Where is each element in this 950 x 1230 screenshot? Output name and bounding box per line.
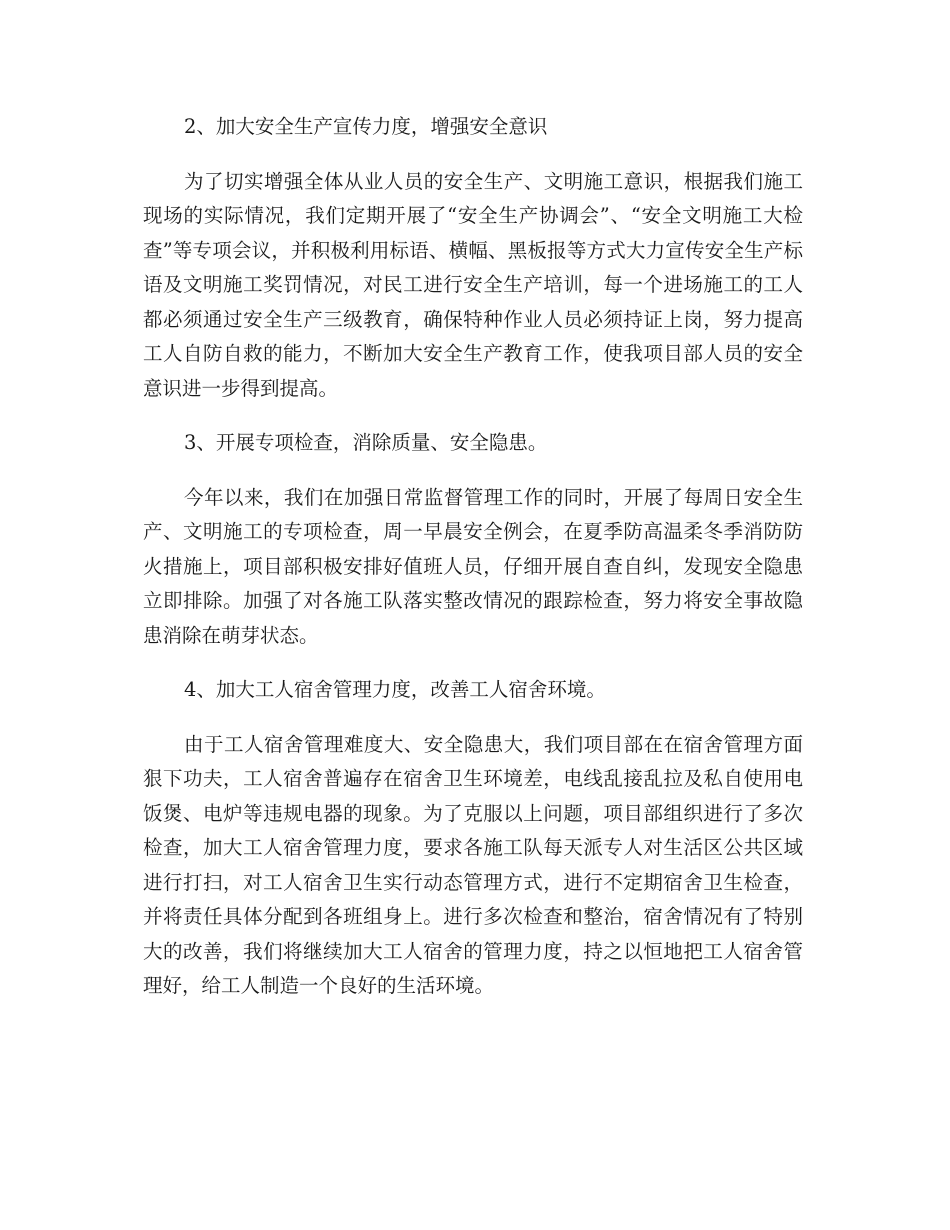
- section-body-2: 为了切实增强全体从业人员的安全生产、文明施工意识，根据我们施工现场的实际情况，我们定期开展了“安全生产协调会”、“安全文明施工大检查”等专项会议，并积极利用标语、横幅、黑板报等方式大力宣传安全生产标语及文明施工奖罚情况，对民工进行安全生产培训，每一个进场施工的工人都必须通过安全生产三级教育，确保特种作业人员必须持证上岗，努力提高工人自防自救的能力，不断加大安全生产教育工作，使我项目部人员的安全意识进一步得到提高。: [143, 169, 803, 400]
- section-body-4: 由于工人宿舍管理难度大、安全隐患大，我们项目部在在宿舍管理方面狠下功夫，工人宿舍普遍存在宿舍卫生环境差，电线乱接乱拉及私自使用电饭煲、电炉等违规电器的现象。为了克服以上问题，项目部组织进行了多次检查，加大工人宿舍管理力度，要求各施工队每天派专人对生活区公共区域进行打扫，对工人宿舍卫生实行动态管理方式，进行不定期宿舍卫生检查，并将责任具体分配到各班组身上。进行多次检查和整治，宿舍情况有了特别大的改善，我们将继续加大工人宿舍的管理力度，持之以恒地把工人宿舍管理好，给工人制造一个良好的生活环境。: [143, 732, 803, 997]
- section-heading-3: 3、开展专项检查，消除质量、安全隐患。: [184, 431, 548, 454]
- section-heading-2: 2、加大安全生产宣传力度，增强安全意识: [184, 115, 548, 138]
- document-page: [143, 110, 803, 1024]
- section-body-3: 今年以来，我们在加强日常监督管理工作的同时，开展了每周日安全生产、文明施工的专项检查，周一早晨安全例会，在夏季防高温柔冬季消防防火措施上，项目部积极安排好值班人员，仔细开展自查自纠，发现安全隐患立即排除。加强了对各施工队落实整改情况的跟踪检查，努力将安全事故隐患消除在萌芽状态。: [143, 485, 803, 647]
- section-heading-4: 4、加大工人宿舍管理力度，改善工人宿舍环境。: [184, 678, 606, 701]
